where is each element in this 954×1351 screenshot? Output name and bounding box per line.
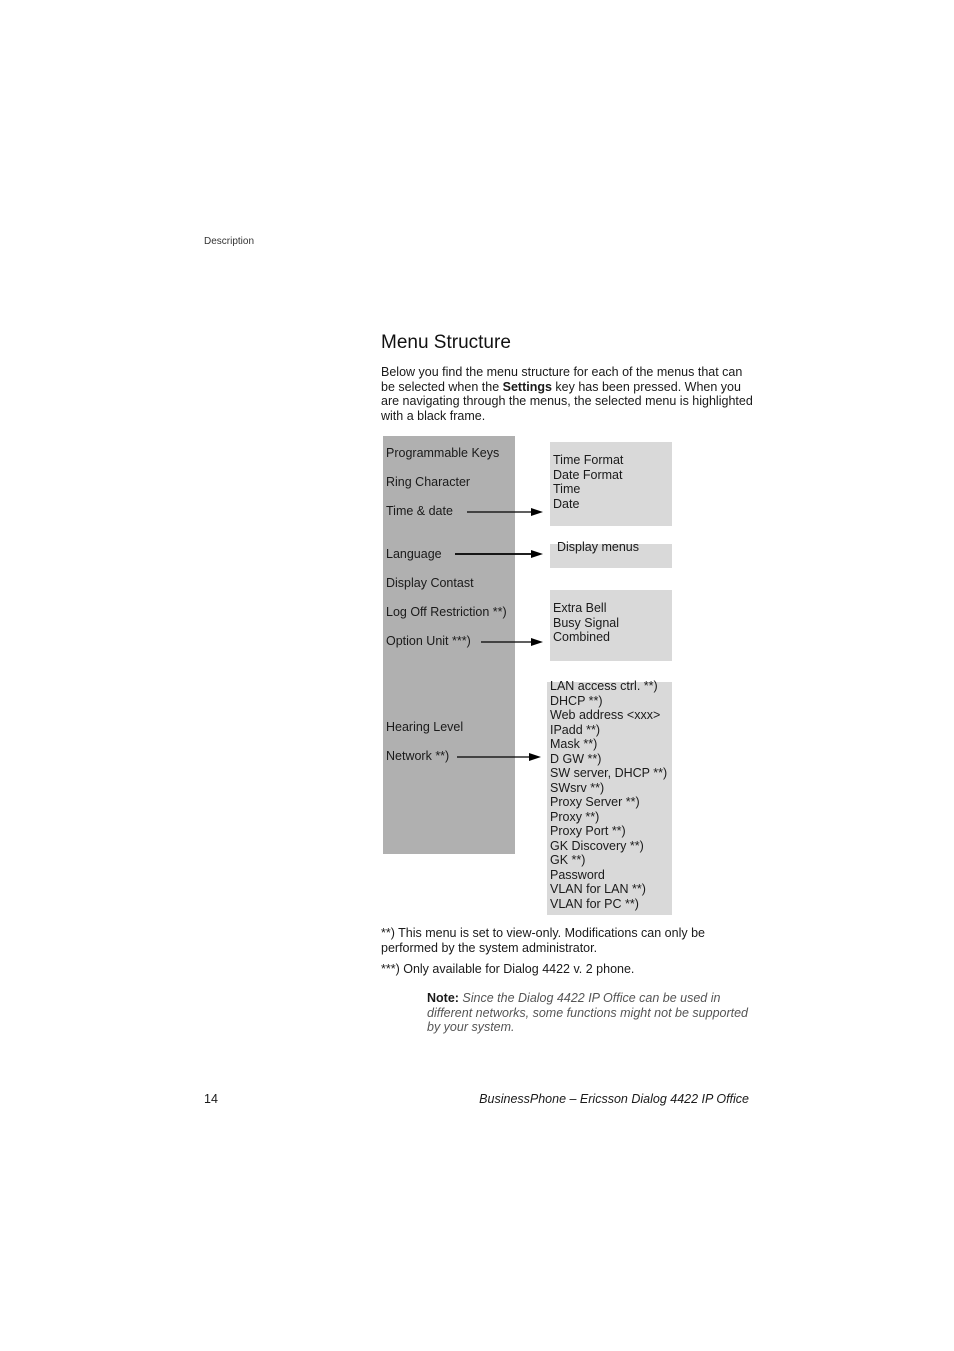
submenu-item-ipadd: IPadd **) xyxy=(550,722,601,737)
menu-item-programmable-keys: Programmable Keys xyxy=(386,446,500,460)
footnote-dialog: ***) Only available for Dialog 4422 v. 2 phone. xyxy=(381,962,635,976)
menu-item-network: Network **) xyxy=(386,749,450,763)
submenu-item-extra-bell: Extra Bell xyxy=(553,601,607,615)
submenu-item-date: Date xyxy=(553,496,580,511)
submenu-item-time-format: Time Format xyxy=(553,453,624,467)
settings-key-label: Settings xyxy=(502,379,552,394)
submenu-item-proxy: Proxy **) xyxy=(550,809,600,824)
section-label: Description xyxy=(204,236,255,247)
submenu-option-unit-panel xyxy=(550,590,672,661)
submenu-item-busy-signal: Busy Signal xyxy=(553,615,620,630)
footer-document-title: BusinessPhone – Ericsson Dialog 4422 IP Office xyxy=(479,1092,749,1106)
submenu-item-web-address: Web address <xxx> xyxy=(550,708,661,722)
submenu-network-panel xyxy=(547,679,672,915)
submenu-item-proxy-server: Proxy Server **) xyxy=(550,795,640,809)
submenu-item-swsrv: SWsrv **) xyxy=(550,780,605,795)
submenu-item-sw-server: SW server, DHCP **) xyxy=(550,766,668,780)
submenu-item-time: Time xyxy=(553,482,581,496)
submenu-item-password: Password xyxy=(550,867,605,882)
submenu-item-proxy-port: Proxy Port **) xyxy=(550,824,626,838)
submenu-item-display-menus: Display menus xyxy=(557,540,639,554)
submenu-item-lan-access: LAN access ctrl. **) xyxy=(550,679,658,693)
submenu-item-vlan-pc: VLAN for PC **) xyxy=(550,896,639,911)
note-text: Since the Dialog 4422 IP Office can be used in different networks, some functions might not be supported by your system. xyxy=(427,991,749,1034)
submenu-time-date-panel xyxy=(550,442,672,526)
menu-item-time-date: Time & date xyxy=(386,504,453,518)
menu-item-language: Language xyxy=(386,547,442,561)
menu-item-ring-character: Ring Character xyxy=(386,475,471,489)
intro-text-start: Below you find the menu structure for each of the menus that can be selected when the xyxy=(381,365,743,394)
submenu-item-date-format: Date Format xyxy=(553,467,623,482)
menu-item-display-contrast: Display Contast xyxy=(386,576,474,590)
submenu-item-combined: Combined xyxy=(553,630,610,644)
submenu-item-mask: Mask **) xyxy=(550,737,598,751)
note-label: Note: xyxy=(427,991,459,1005)
footnote-view-only: **) This menu is set to view-only. Modifications can only be performed by the system administrator. xyxy=(381,926,705,955)
submenu-item-gk: GK **) xyxy=(550,853,586,867)
intro-paragraph xyxy=(381,365,753,423)
submenu-item-gk-discovery: GK Discovery **) xyxy=(550,838,644,853)
page-number: 14 xyxy=(204,1092,218,1106)
submenu-item-dgw: D GW **) xyxy=(550,751,602,766)
menu-item-option-unit: Option Unit ***) xyxy=(386,634,471,648)
main-menu-panel xyxy=(383,436,515,854)
menu-item-hearing-level: Hearing Level xyxy=(386,720,464,734)
submenu-item-vlan-lan: VLAN for LAN **) xyxy=(550,882,646,896)
submenu-language-panel xyxy=(550,540,672,568)
submenu-item-dhcp: DHCP **) xyxy=(550,693,603,708)
note-paragraph xyxy=(427,991,755,1035)
page-title: Menu Structure xyxy=(381,332,511,353)
intro-text-end: key has been pressed. When you are navigating through the menus, the selected menu is highlighted with a black frame. xyxy=(381,379,753,423)
menu-item-log-off-restriction: Log Off Restriction **) xyxy=(386,605,507,619)
